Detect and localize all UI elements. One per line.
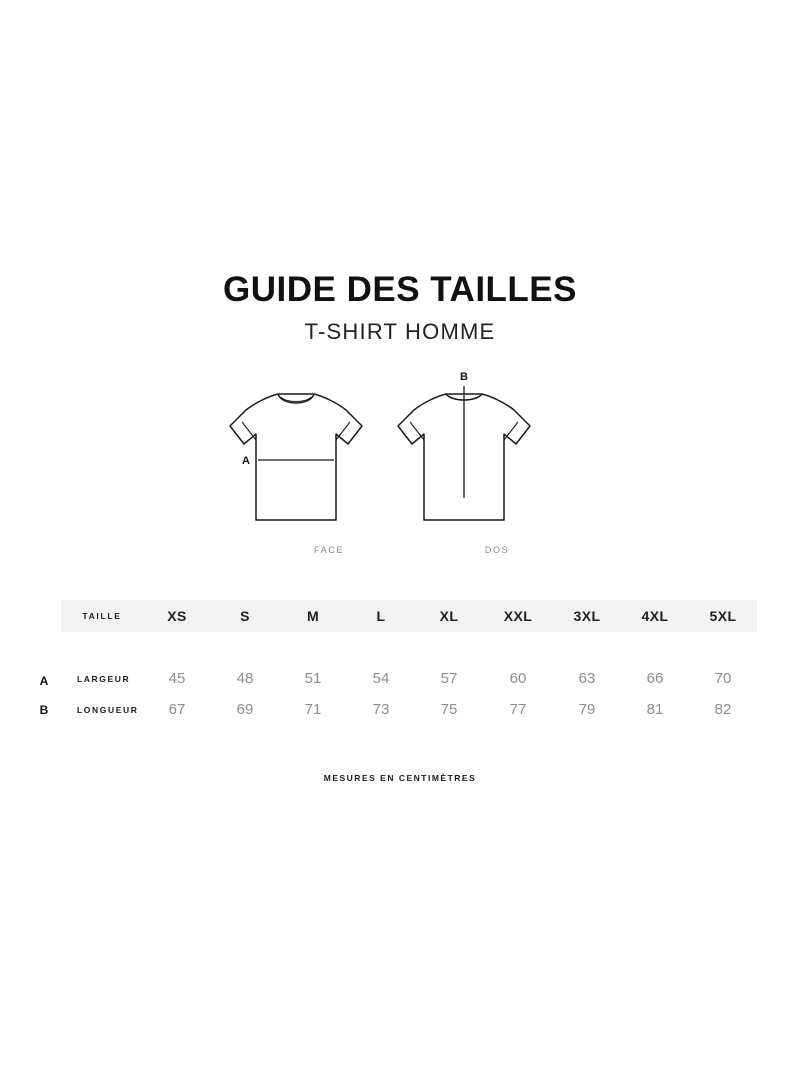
cell-longueur-3xl: 79 (553, 694, 621, 725)
header-size-m: M (279, 600, 347, 632)
size-table-head (61, 600, 757, 632)
measurement-unit-note: MESURES EN CENTIMÈTRES (323, 773, 477, 783)
measure-letter-a: A (242, 455, 250, 467)
row-letter-largeur: A (39, 674, 49, 688)
cell-longueur-l: 73 (347, 694, 415, 725)
header-size-5xl: 5XL (689, 600, 757, 632)
measure-letter-b: B (460, 372, 468, 383)
cell-largeur-4xl: 66 (621, 663, 689, 694)
tshirt-illustration (0, 372, 800, 562)
cell-largeur-l: 54 (347, 663, 415, 694)
header-size-3xl: 3XL (553, 600, 621, 632)
view-label-back: DOS (484, 545, 510, 555)
row-label-longueur: LONGUEUR (61, 694, 143, 725)
table-spacer-row (61, 632, 757, 663)
cell-largeur-3xl: 63 (553, 663, 621, 694)
table-row (61, 663, 757, 694)
cell-largeur-m: 51 (279, 663, 347, 694)
size-table-body (61, 632, 757, 725)
row-label-largeur: LARGEUR (61, 663, 143, 694)
cell-longueur-5xl: 82 (689, 694, 757, 725)
cell-largeur-xs: 45 (143, 663, 211, 694)
cell-longueur-s: 69 (211, 694, 279, 725)
tshirt-back-shape (398, 386, 530, 520)
view-label-front: FACE (314, 545, 344, 555)
title-block (0, 272, 800, 345)
cell-longueur-4xl: 81 (621, 694, 689, 725)
size-table-wrapper (61, 600, 753, 725)
cell-longueur-xl: 75 (415, 694, 483, 725)
header-size-xxl: XXL (483, 600, 553, 632)
tshirt-diagram-svg (190, 372, 610, 552)
cell-longueur-m: 71 (279, 694, 347, 725)
cell-largeur-s: 48 (211, 663, 279, 694)
header-size-xs: XS (143, 600, 211, 632)
size-table (61, 600, 757, 725)
cell-largeur-xl: 57 (415, 663, 483, 694)
row-letter-longueur: B (39, 703, 49, 717)
table-row (61, 694, 757, 725)
header-taille: TAILLE (61, 600, 143, 632)
header-size-4xl: 4XL (621, 600, 689, 632)
cell-longueur-xxl: 77 (483, 694, 553, 725)
cell-largeur-5xl: 70 (689, 663, 757, 694)
cell-largeur-xxl: 60 (483, 663, 553, 694)
header-size-s: S (211, 600, 279, 632)
spacer-cell (61, 632, 757, 663)
cell-longueur-xs: 67 (143, 694, 211, 725)
page-title: GUIDE DES TAILLES (223, 270, 577, 309)
table-header-row (61, 600, 757, 632)
header-size-xl: XL (415, 600, 483, 632)
page-subtitle: T-SHIRT HOMME (304, 318, 496, 344)
row-letter-column (34, 667, 54, 725)
header-size-l: L (347, 600, 415, 632)
view-labels (0, 545, 800, 559)
